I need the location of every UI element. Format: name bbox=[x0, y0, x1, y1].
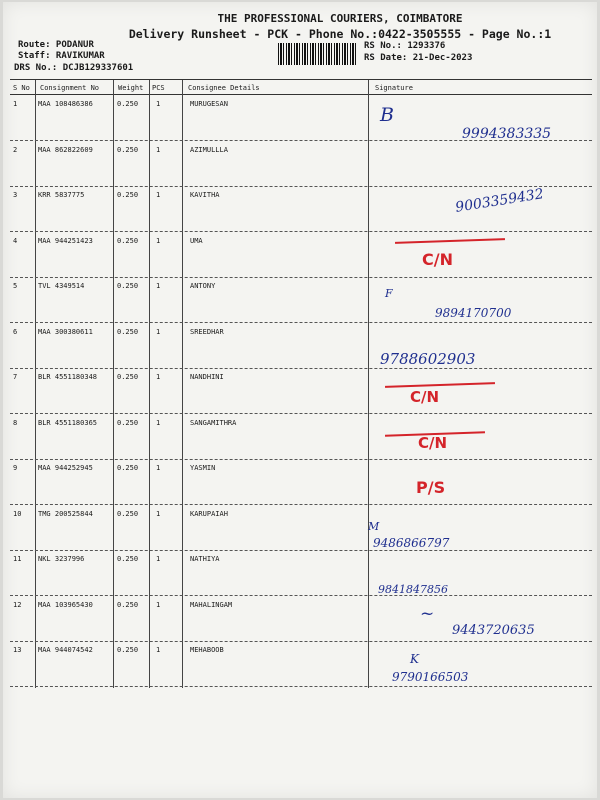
cell-consignment: MAA 103965430 bbox=[38, 600, 93, 609]
row-divider bbox=[10, 459, 592, 460]
cell-weight: 0.250 bbox=[117, 327, 139, 336]
row-divider bbox=[10, 277, 592, 278]
cell-consignee: NATHIYA bbox=[190, 555, 220, 563]
cell-consignee: MURUGESAN bbox=[190, 100, 228, 108]
signature-mark: F bbox=[385, 287, 393, 300]
row-divider bbox=[10, 504, 592, 505]
cell-consignment: MAA 944252945 bbox=[38, 464, 93, 472]
runsheet-subtitle: Delivery Runsheet - PCK - Phone No.:0422-3505555 - Page No.:1 bbox=[128, 27, 552, 41]
cell-weight: 0.250 bbox=[117, 282, 139, 290]
col-consignee: Consignee Details bbox=[188, 84, 260, 92]
cell-pcs: 1 bbox=[156, 327, 161, 336]
cell-weight: 0.250 bbox=[117, 555, 139, 563]
cell-consignment: TVL 4349514 bbox=[38, 282, 85, 290]
cell-sno: 11 bbox=[13, 555, 22, 563]
row-divider bbox=[10, 550, 592, 551]
row-divider bbox=[10, 413, 592, 414]
handwritten-phone: 9486866797 bbox=[373, 536, 450, 550]
cell-sno: 6 bbox=[13, 327, 18, 336]
col-weight: Weight bbox=[118, 84, 144, 92]
drs-label: DRS No.: DCJB129337601 bbox=[14, 63, 134, 73]
company-title: THE PROFESSIONAL COURIERS, COIMBATORE bbox=[217, 12, 463, 25]
col-consignment: Consignment No bbox=[40, 84, 100, 92]
cell-consignment: MAA 862822609 bbox=[38, 145, 93, 154]
cell-sno: 1 bbox=[13, 100, 18, 108]
header-bottom-rule bbox=[10, 94, 592, 95]
rs-no-label: RS No.: 1293376 bbox=[364, 41, 446, 51]
handwritten-phone: 9894170700 bbox=[435, 306, 512, 320]
handwritten-phone: 9443720635 bbox=[452, 623, 535, 638]
cell-consignment: BLR 4551180365 bbox=[38, 418, 98, 427]
cn-stamp: C/N bbox=[410, 388, 440, 406]
cell-weight: 0.250 bbox=[117, 145, 139, 154]
cell-pcs: 1 bbox=[156, 646, 161, 654]
cell-sno: 7 bbox=[13, 373, 18, 381]
cell-pcs: 1 bbox=[156, 100, 161, 108]
cell-consignee: KARUPAIAH bbox=[190, 509, 228, 518]
cell-weight: 0.250 bbox=[117, 600, 139, 609]
cell-consignment: MAA 944074542 bbox=[38, 646, 93, 654]
table-row bbox=[0, 646, 600, 691]
cell-consignee: MAHALINGAM bbox=[190, 600, 233, 609]
cell-consignee: NANDHINI bbox=[190, 373, 224, 381]
cell-weight: 0.250 bbox=[117, 646, 139, 654]
cell-weight: 0.250 bbox=[117, 100, 139, 108]
signature-mark: K bbox=[410, 652, 419, 666]
cell-sno: 12 bbox=[13, 600, 22, 609]
cell-weight: 0.250 bbox=[117, 236, 139, 245]
cell-pcs: 1 bbox=[156, 373, 161, 381]
cn-stamp: C/N bbox=[422, 250, 453, 269]
cell-sno: 10 bbox=[13, 509, 22, 518]
cell-weight: 0.250 bbox=[117, 509, 139, 518]
cell-pcs: 1 bbox=[156, 282, 161, 290]
cell-consignment: TMG 200525844 bbox=[38, 509, 93, 518]
route-label: Route: PODANUR bbox=[18, 40, 94, 50]
handwritten-phone: 9841847856 bbox=[378, 583, 448, 596]
handwritten-phone: 9003359432 bbox=[454, 186, 545, 216]
ps-stamp: P/S bbox=[416, 478, 446, 497]
cell-pcs: 1 bbox=[156, 236, 161, 245]
handwritten-phone: 9994383335 bbox=[462, 126, 552, 142]
header-top-rule bbox=[10, 79, 592, 80]
cell-consignment: BLR 4551180348 bbox=[38, 373, 98, 381]
handwritten-phone: 9790166503 bbox=[392, 670, 469, 684]
row-divider bbox=[10, 595, 592, 596]
cell-consignment: KRR 5837775 bbox=[38, 191, 85, 199]
cell-consignee: MEHABOOB bbox=[190, 646, 224, 654]
row-divider bbox=[10, 686, 592, 687]
cell-consignee: AZIMULLLA bbox=[190, 145, 228, 154]
cell-weight: 0.250 bbox=[117, 373, 139, 381]
signature-mark: M bbox=[368, 520, 380, 533]
table-row bbox=[0, 237, 600, 282]
cell-weight: 0.250 bbox=[117, 418, 139, 427]
row-divider bbox=[10, 186, 592, 187]
cell-pcs: 1 bbox=[156, 509, 161, 518]
cell-pcs: 1 bbox=[156, 600, 161, 609]
barcode bbox=[278, 43, 358, 65]
cell-pcs: 1 bbox=[156, 464, 161, 472]
signature-mark: ~ bbox=[420, 604, 435, 624]
cell-consignment: MAA 108486386 bbox=[38, 100, 93, 108]
handwritten-phone: 9788602903 bbox=[380, 350, 476, 368]
cell-consignee: SREEDHAR bbox=[190, 327, 224, 336]
cell-weight: 0.250 bbox=[117, 464, 139, 472]
table-row bbox=[0, 146, 600, 191]
cell-sno: 2 bbox=[13, 145, 18, 154]
table-row bbox=[0, 282, 600, 327]
cell-sno: 3 bbox=[13, 191, 18, 199]
row-divider bbox=[10, 641, 592, 642]
cell-sno: 4 bbox=[13, 236, 18, 245]
row-divider bbox=[10, 322, 592, 323]
table-row bbox=[0, 419, 600, 464]
cell-consignee: SANGAMITHRA bbox=[190, 418, 237, 427]
col-pcs: PCS bbox=[152, 84, 165, 92]
rs-date-label: RS Date: 21-Dec-2023 bbox=[364, 53, 473, 63]
table-row bbox=[0, 373, 600, 418]
cell-pcs: 1 bbox=[156, 555, 161, 563]
table-row bbox=[0, 464, 600, 509]
cell-consignment: NKL 3237996 bbox=[38, 555, 85, 563]
cn-stamp: C/N bbox=[418, 434, 448, 452]
cell-consignee: UMA bbox=[190, 236, 203, 245]
table-row bbox=[0, 555, 600, 600]
col-signature: Signature bbox=[375, 84, 413, 92]
cell-consignee: KAVITHA bbox=[190, 191, 220, 199]
cell-weight: 0.250 bbox=[117, 191, 139, 199]
cell-consignee: YASMIN bbox=[190, 464, 216, 472]
table-row bbox=[0, 328, 600, 373]
cell-sno: 8 bbox=[13, 418, 18, 427]
staff-label: Staff: RAVIKUMAR bbox=[18, 51, 105, 61]
signature-mark: B bbox=[380, 104, 394, 126]
cell-consignee: ANTONY bbox=[190, 282, 216, 290]
cell-consignment: MAA 300380611 bbox=[38, 327, 93, 336]
cell-pcs: 1 bbox=[156, 418, 161, 427]
cell-sno: 5 bbox=[13, 282, 18, 290]
row-divider bbox=[10, 368, 592, 369]
row-divider bbox=[10, 231, 592, 232]
cell-pcs: 1 bbox=[156, 145, 161, 154]
col-sno: S No bbox=[13, 84, 30, 92]
cell-pcs: 1 bbox=[156, 191, 161, 199]
cell-sno: 9 bbox=[13, 464, 18, 472]
cell-sno: 13 bbox=[13, 646, 22, 654]
table-row bbox=[0, 510, 600, 555]
cell-consignment: MAA 944251423 bbox=[38, 236, 93, 245]
